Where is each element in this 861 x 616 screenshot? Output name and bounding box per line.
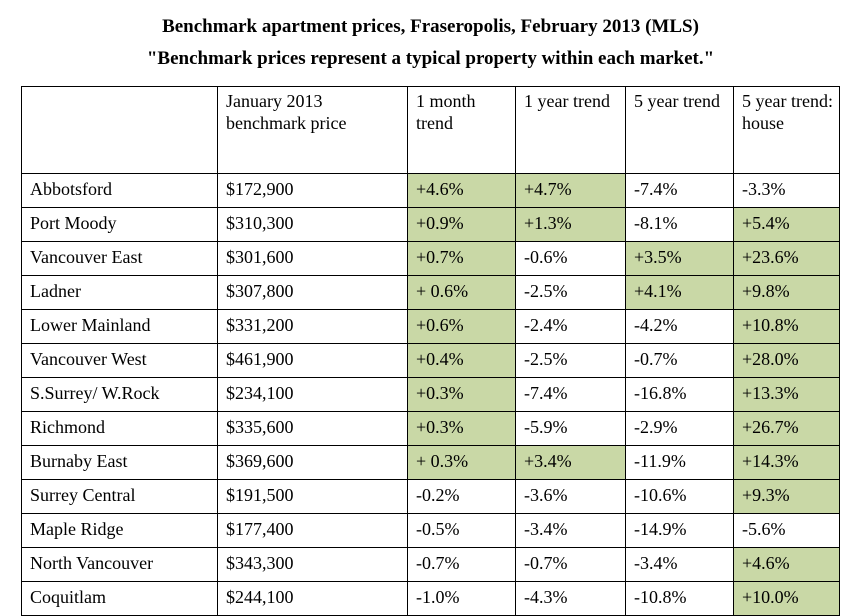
cell-5-year-trend-house: +23.6% xyxy=(734,242,840,276)
cell-5-year-trend: -0.7% xyxy=(626,344,734,378)
column-header-5-year-trend-house: 5 year trend: house xyxy=(734,87,840,174)
cell-market-name: Vancouver West xyxy=(22,344,218,378)
cell-5-year-trend: -8.1% xyxy=(626,208,734,242)
cell-market-name: Surrey Central xyxy=(22,480,218,514)
cell-1-month-trend: +0.4% xyxy=(408,344,516,378)
cell-5-year-trend: -4.2% xyxy=(626,310,734,344)
cell-benchmark-price: $335,600 xyxy=(218,412,408,446)
cell-1-month-trend: + 0.3% xyxy=(408,446,516,480)
cell-market-name: Burnaby East xyxy=(22,446,218,480)
cell-1-month-trend: -0.2% xyxy=(408,480,516,514)
cell-benchmark-price: $307,800 xyxy=(218,276,408,310)
cell-5-year-trend-house: +5.4% xyxy=(734,208,840,242)
cell-market-name: North Vancouver xyxy=(22,548,218,582)
column-header-1-year-trend: 1 year trend xyxy=(516,87,626,174)
cell-1-month-trend: -1.0% xyxy=(408,582,516,616)
cell-5-year-trend: +4.1% xyxy=(626,276,734,310)
cell-market-name: Ladner xyxy=(22,276,218,310)
cell-1-year-trend: -3.6% xyxy=(516,480,626,514)
cell-5-year-trend: +3.5% xyxy=(626,242,734,276)
cell-1-month-trend: +0.9% xyxy=(408,208,516,242)
cell-1-year-trend: -2.4% xyxy=(516,310,626,344)
page-title: Benchmark apartment prices, Fraseropolis, February 2013 (MLS) xyxy=(162,16,699,37)
cell-benchmark-price: $343,300 xyxy=(218,548,408,582)
table-row xyxy=(22,582,840,616)
cell-1-year-trend: -0.7% xyxy=(516,548,626,582)
cell-1-month-trend: +0.7% xyxy=(408,242,516,276)
cell-5-year-trend-house: +9.3% xyxy=(734,480,840,514)
table-header-row xyxy=(22,87,840,174)
cell-1-month-trend: +0.6% xyxy=(408,310,516,344)
cell-5-year-trend-house: +28.0% xyxy=(734,344,840,378)
cell-1-year-trend: -3.4% xyxy=(516,514,626,548)
table-row xyxy=(22,344,840,378)
cell-benchmark-price: $331,200 xyxy=(218,310,408,344)
table-row xyxy=(22,412,840,446)
table-row xyxy=(22,242,840,276)
table-row xyxy=(22,514,840,548)
document-header xyxy=(0,0,861,74)
column-header-5-year-trend: 5 year trend xyxy=(626,87,734,174)
cell-benchmark-price: $244,100 xyxy=(218,582,408,616)
table-row xyxy=(22,378,840,412)
cell-5-year-trend-house: +26.7% xyxy=(734,412,840,446)
table-row xyxy=(22,446,840,480)
cell-1-year-trend: +1.3% xyxy=(516,208,626,242)
cell-1-month-trend: +0.3% xyxy=(408,378,516,412)
cell-benchmark-price: $191,500 xyxy=(218,480,408,514)
cell-market-name: Coquitlam xyxy=(22,582,218,616)
cell-benchmark-price: $234,100 xyxy=(218,378,408,412)
cell-market-name: Lower Mainland xyxy=(22,310,218,344)
cell-1-month-trend: + 0.6% xyxy=(408,276,516,310)
cell-5-year-trend-house: +14.3% xyxy=(734,446,840,480)
cell-1-month-trend: -0.5% xyxy=(408,514,516,548)
cell-1-year-trend: -2.5% xyxy=(516,276,626,310)
cell-5-year-trend-house: +13.3% xyxy=(734,378,840,412)
cell-5-year-trend: -7.4% xyxy=(626,174,734,208)
cell-market-name: S.Surrey/ W.Rock xyxy=(22,378,218,412)
table-row xyxy=(22,480,840,514)
cell-1-year-trend: -0.6% xyxy=(516,242,626,276)
cell-5-year-trend-house: +10.0% xyxy=(734,582,840,616)
benchmark-prices-table xyxy=(21,86,840,616)
column-header-1-month-trend: 1 month trend xyxy=(408,87,516,174)
cell-market-name: Port Moody xyxy=(22,208,218,242)
cell-benchmark-price: $177,400 xyxy=(218,514,408,548)
table-row xyxy=(22,548,840,582)
cell-benchmark-price: $461,900 xyxy=(218,344,408,378)
table-row xyxy=(22,276,840,310)
cell-1-year-trend: -2.5% xyxy=(516,344,626,378)
cell-1-year-trend: -5.9% xyxy=(516,412,626,446)
cell-benchmark-price: $301,600 xyxy=(218,242,408,276)
cell-5-year-trend-house: -3.3% xyxy=(734,174,840,208)
table-row xyxy=(22,310,840,344)
cell-benchmark-price: $172,900 xyxy=(218,174,408,208)
cell-5-year-trend: -2.9% xyxy=(626,412,734,446)
cell-1-year-trend: +3.4% xyxy=(516,446,626,480)
cell-1-year-trend: +4.7% xyxy=(516,174,626,208)
cell-1-month-trend: +4.6% xyxy=(408,174,516,208)
cell-market-name: Maple Ridge xyxy=(22,514,218,548)
cell-5-year-trend: -14.9% xyxy=(626,514,734,548)
table-row xyxy=(22,208,840,242)
cell-5-year-trend-house: +9.8% xyxy=(734,276,840,310)
cell-5-year-trend: -10.8% xyxy=(626,582,734,616)
cell-market-name: Abbotsford xyxy=(22,174,218,208)
cell-benchmark-price: $369,600 xyxy=(218,446,408,480)
column-header-benchmark-price: January 2013 benchmark price xyxy=(218,87,408,174)
cell-1-month-trend: -0.7% xyxy=(408,548,516,582)
cell-5-year-trend-house: +10.8% xyxy=(734,310,840,344)
cell-market-name: Richmond xyxy=(22,412,218,446)
page-subtitle: "Benchmark prices represent a typical property within each market." xyxy=(146,48,715,69)
cell-benchmark-price: $310,300 xyxy=(218,208,408,242)
cell-1-month-trend: +0.3% xyxy=(408,412,516,446)
cell-5-year-trend-house: -5.6% xyxy=(734,514,840,548)
table-body xyxy=(22,174,840,616)
cell-1-year-trend: -4.3% xyxy=(516,582,626,616)
cell-market-name: Vancouver East xyxy=(22,242,218,276)
cell-5-year-trend: -11.9% xyxy=(626,446,734,480)
cell-5-year-trend: -10.6% xyxy=(626,480,734,514)
cell-5-year-trend: -3.4% xyxy=(626,548,734,582)
cell-1-year-trend: -7.4% xyxy=(516,378,626,412)
table-row xyxy=(22,174,840,208)
column-header-market xyxy=(22,87,218,174)
cell-5-year-trend-house: +4.6% xyxy=(734,548,840,582)
cell-5-year-trend: -16.8% xyxy=(626,378,734,412)
